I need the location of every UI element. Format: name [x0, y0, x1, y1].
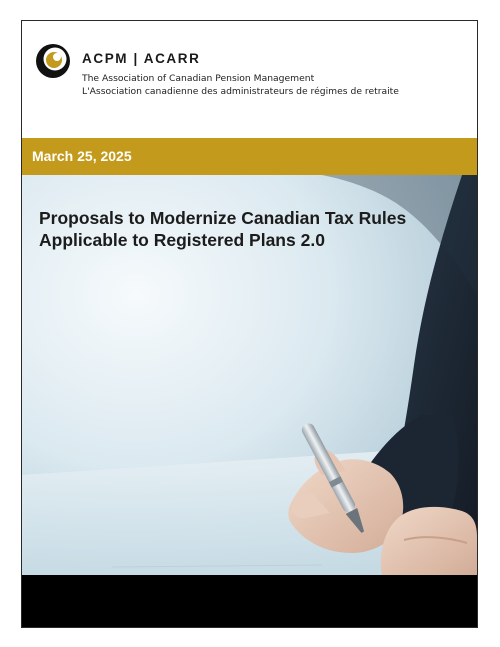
organization-acronym: ACPM | ACARR [82, 51, 201, 66]
acpm-swirl-logo-icon [34, 42, 72, 80]
document-title-line-2: Applicable to Registered Plans 2.0 [39, 230, 325, 250]
footer-band [22, 575, 477, 627]
organization-name-english: The Association of Canadian Pension Management [82, 73, 315, 84]
document-title-line-1: Proposals to Modernize Canadian Tax Rules [39, 208, 407, 228]
organization-name-french: L'Association canadienne des administrateurs de régimes de retraite [82, 86, 399, 97]
cover-photo [22, 175, 477, 575]
cover-header [22, 21, 477, 138]
publication-date: March 25, 2025 [32, 148, 132, 164]
document-title [39, 207, 406, 251]
document-cover-page [21, 20, 478, 628]
date-band [22, 138, 477, 175]
